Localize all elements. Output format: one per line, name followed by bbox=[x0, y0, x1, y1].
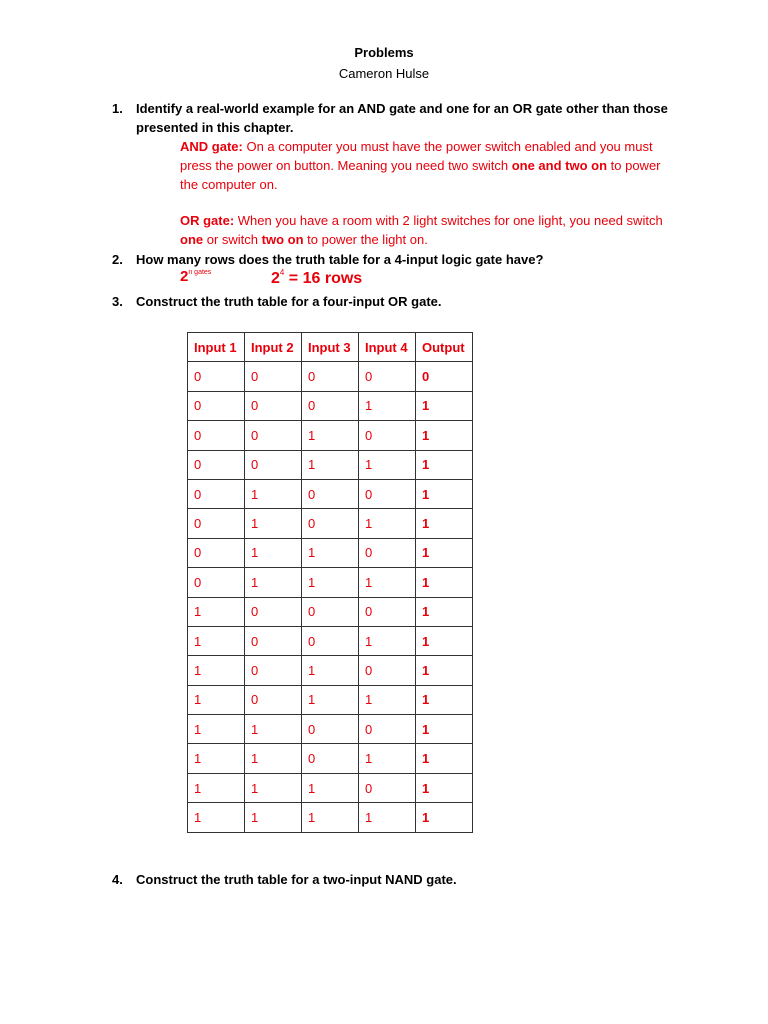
truth-table-body bbox=[188, 362, 473, 832]
input-cell: 0 bbox=[188, 509, 245, 538]
table-row bbox=[188, 421, 473, 450]
formula-base: 2 bbox=[180, 268, 189, 285]
input-cell: 0 bbox=[188, 479, 245, 508]
input-cell: 1 bbox=[245, 773, 302, 802]
input-cell: 1 bbox=[302, 538, 359, 567]
output-cell: 1 bbox=[416, 656, 473, 685]
table-row bbox=[188, 362, 473, 391]
input-cell: 1 bbox=[302, 773, 359, 802]
output-cell: 1 bbox=[416, 538, 473, 567]
input-cell: 0 bbox=[302, 744, 359, 773]
output-cell: 1 bbox=[416, 744, 473, 773]
input-cell: 0 bbox=[245, 656, 302, 685]
question-1-number: 1. bbox=[112, 101, 123, 116]
input-cell: 1 bbox=[245, 479, 302, 508]
question-3-number: 3. bbox=[112, 294, 123, 309]
input-cell: 1 bbox=[302, 685, 359, 714]
table-row bbox=[188, 538, 473, 567]
result-exponent: 4 bbox=[279, 268, 285, 277]
table-row bbox=[188, 391, 473, 420]
result-text: = 16 rows bbox=[284, 270, 363, 287]
input-cell: 0 bbox=[359, 538, 416, 567]
output-cell: 0 bbox=[416, 362, 473, 391]
input-cell: 0 bbox=[302, 626, 359, 655]
question-1-text: Identify a real-world example for an AND gate and one for an OR gate other than those presented in this chapter. bbox=[136, 101, 668, 135]
output-cell: 1 bbox=[416, 803, 473, 832]
input-cell: 0 bbox=[245, 626, 302, 655]
input-cell: 0 bbox=[302, 362, 359, 391]
header-input-3: Input 3 bbox=[302, 333, 359, 362]
input-cell: 0 bbox=[245, 685, 302, 714]
and-gate-label: AND gate: bbox=[180, 139, 243, 154]
question-2-text: How many rows does the truth table for a 4-input logic gate have? bbox=[136, 252, 544, 267]
input-cell: 0 bbox=[245, 391, 302, 420]
output-cell: 1 bbox=[416, 685, 473, 714]
author-name: Cameron Hulse bbox=[338, 66, 430, 81]
input-cell: 0 bbox=[188, 538, 245, 567]
answer-or-gate bbox=[180, 211, 680, 249]
header-input-1: Input 1 bbox=[188, 333, 245, 362]
input-cell: 0 bbox=[188, 568, 245, 597]
or-gate-emphasis-2: two on bbox=[261, 232, 304, 247]
input-cell: 1 bbox=[302, 421, 359, 450]
or-gate-emphasis-1: one bbox=[180, 232, 204, 247]
answer-formula bbox=[180, 268, 211, 285]
output-cell: 1 bbox=[416, 509, 473, 538]
or-gate-text-3: to power the light on. bbox=[303, 232, 428, 247]
input-cell: 1 bbox=[188, 715, 245, 744]
table-row bbox=[188, 509, 473, 538]
output-cell: 1 bbox=[416, 715, 473, 744]
input-cell: 1 bbox=[188, 656, 245, 685]
input-cell: 0 bbox=[302, 509, 359, 538]
table-row bbox=[188, 715, 473, 744]
input-cell: 1 bbox=[359, 568, 416, 597]
input-cell: 1 bbox=[245, 803, 302, 832]
input-cell: 1 bbox=[245, 715, 302, 744]
input-cell: 1 bbox=[302, 450, 359, 479]
page-title: Problems bbox=[354, 45, 414, 60]
input-cell: 0 bbox=[302, 715, 359, 744]
input-cell: 0 bbox=[359, 479, 416, 508]
output-cell: 1 bbox=[416, 391, 473, 420]
input-cell: 1 bbox=[245, 568, 302, 597]
input-cell: 1 bbox=[359, 626, 416, 655]
output-cell: 1 bbox=[416, 450, 473, 479]
header-input-4: Input 4 bbox=[359, 333, 416, 362]
answer-and-gate bbox=[180, 137, 680, 194]
output-cell: 1 bbox=[416, 597, 473, 626]
answer-rows-count bbox=[271, 268, 362, 288]
input-cell: 0 bbox=[359, 656, 416, 685]
input-cell: 0 bbox=[359, 362, 416, 391]
input-cell: 0 bbox=[302, 597, 359, 626]
input-cell: 1 bbox=[188, 685, 245, 714]
result-base: 2 bbox=[271, 270, 280, 287]
table-row bbox=[188, 803, 473, 832]
input-cell: 0 bbox=[188, 421, 245, 450]
input-cell: 1 bbox=[359, 509, 416, 538]
input-cell: 1 bbox=[245, 509, 302, 538]
input-cell: 0 bbox=[359, 715, 416, 744]
table-row bbox=[188, 597, 473, 626]
and-gate-emphasis: one and two on bbox=[511, 158, 608, 173]
output-cell: 1 bbox=[416, 479, 473, 508]
table-row bbox=[188, 744, 473, 773]
table-row bbox=[188, 626, 473, 655]
input-cell: 0 bbox=[302, 391, 359, 420]
input-cell: 1 bbox=[188, 597, 245, 626]
output-cell: 1 bbox=[416, 421, 473, 450]
input-cell: 0 bbox=[245, 362, 302, 391]
output-cell: 1 bbox=[416, 568, 473, 597]
formula-exponent: n gates bbox=[188, 269, 212, 276]
table-row bbox=[188, 479, 473, 508]
input-cell: 0 bbox=[188, 450, 245, 479]
input-cell: 1 bbox=[245, 744, 302, 773]
input-cell: 0 bbox=[359, 773, 416, 802]
input-cell: 1 bbox=[302, 803, 359, 832]
input-cell: 1 bbox=[188, 803, 245, 832]
input-cell: 0 bbox=[245, 597, 302, 626]
or-gate-label: OR gate: bbox=[180, 213, 235, 228]
input-cell: 1 bbox=[359, 450, 416, 479]
input-cell: 1 bbox=[359, 803, 416, 832]
input-cell: 1 bbox=[188, 773, 245, 802]
header-output: Output bbox=[416, 333, 473, 362]
output-cell: 1 bbox=[416, 626, 473, 655]
header-input-2: Input 2 bbox=[245, 333, 302, 362]
input-cell: 1 bbox=[359, 391, 416, 420]
question-4-text: Construct the truth table for a two-input NAND gate. bbox=[136, 872, 457, 887]
input-cell: 1 bbox=[359, 685, 416, 714]
table-row bbox=[188, 656, 473, 685]
input-cell: 0 bbox=[302, 479, 359, 508]
question-4-number: 4. bbox=[112, 872, 123, 887]
input-cell: 0 bbox=[245, 450, 302, 479]
input-cell: 0 bbox=[245, 421, 302, 450]
or-gate-text-2: or switch bbox=[203, 232, 262, 247]
and-gate-text-2: to power the computer on. bbox=[180, 158, 661, 192]
input-cell: 1 bbox=[302, 656, 359, 685]
input-cell: 1 bbox=[359, 744, 416, 773]
table-row bbox=[188, 773, 473, 802]
input-cell: 1 bbox=[245, 538, 302, 567]
table-row bbox=[188, 450, 473, 479]
question-3-text: Construct the truth table for a four-input OR gate. bbox=[136, 294, 442, 309]
input-cell: 1 bbox=[302, 568, 359, 597]
input-cell: 0 bbox=[188, 391, 245, 420]
input-cell: 0 bbox=[359, 421, 416, 450]
input-cell: 0 bbox=[359, 597, 416, 626]
input-cell: 0 bbox=[188, 362, 245, 391]
input-cell: 1 bbox=[188, 626, 245, 655]
truth-table bbox=[187, 332, 473, 833]
or-gate-text-1: When you have a room with 2 light switches for one light, you need switch bbox=[234, 213, 663, 228]
output-cell: 1 bbox=[416, 773, 473, 802]
table-row bbox=[188, 685, 473, 714]
question-2-number: 2. bbox=[112, 252, 123, 267]
truth-table-header-row bbox=[188, 333, 473, 362]
table-row bbox=[188, 568, 473, 597]
input-cell: 1 bbox=[188, 744, 245, 773]
and-gate-text-1: On a computer you must have the power switch enabled and you must press the power on button. Meaning you need two switch bbox=[180, 139, 653, 173]
